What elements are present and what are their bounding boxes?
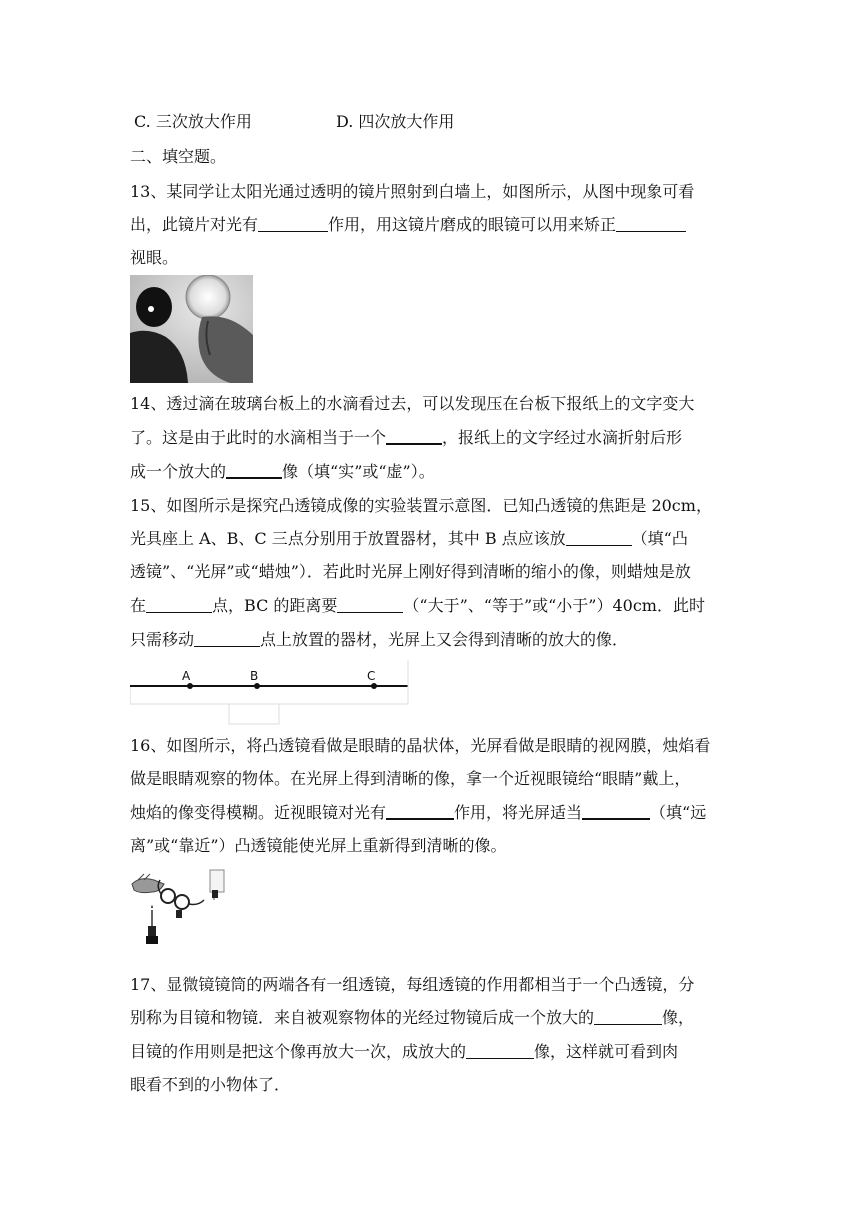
- q15-text-a: 光具座上 A、B、C 三点分别用于放置器材，其中 B 点应该放: [130, 529, 566, 548]
- q15-text-f: 只需移动: [130, 630, 195, 649]
- optical-bench-diagram: [130, 660, 412, 726]
- q13-line-1: 13、某同学让太阳光通过透明的镜片照射到白墙上，如图所示，从图中现象可看: [130, 182, 695, 201]
- eye-model-glasses-figure: [130, 866, 230, 950]
- q14-text-b: ，报纸上的文字经过水滴折射后形: [442, 428, 683, 447]
- q17-line-4: 眼看不到的小物体了．: [130, 1075, 291, 1094]
- q17-blank-2[interactable]: [466, 1042, 534, 1059]
- q15-text-g: 点上放置的器材，光屏上又会得到清晰的放大的像．: [260, 630, 629, 649]
- q16-line-3: [130, 802, 706, 823]
- q17-line-2: [130, 1008, 694, 1028]
- q17-line-1: 17、显微镜镜筒的两端各有一组透镜，每组透镜的作用都相当于一个凸透镜，分: [130, 975, 695, 994]
- q15-blank-4[interactable]: [194, 630, 260, 647]
- q16-text-b: 作用，将光屏适当: [454, 803, 583, 822]
- q15-line-2: [130, 529, 688, 549]
- label-a: A: [182, 669, 191, 683]
- q16-blank-2[interactable]: [582, 802, 650, 820]
- q14-line-1: 14、透过滴在玻璃台板上的水滴看过去，可以发现压在台板下报纸上的文字变大: [130, 394, 695, 413]
- label-b: B: [250, 669, 259, 683]
- bench-support: [229, 704, 279, 724]
- q13-blank-1[interactable]: [258, 215, 328, 232]
- q13-blank-2[interactable]: [616, 215, 686, 232]
- q13-line-3: 视眼。: [130, 248, 179, 267]
- q15-line-1: 15、如图所示是探究凸透镜成像的实验装置示意图．已知凸透镜的焦距是 20cm，: [130, 496, 712, 515]
- q17-text-c: 目镜的作用则是把这个像再放大一次，成放大的: [130, 1042, 467, 1061]
- q15-text-d: 点，BC 的距离要: [212, 596, 338, 615]
- point-b-marker: [254, 683, 260, 689]
- q13-text-b: 作用，用这镜片磨成的眼镜可以用来矫正: [328, 215, 617, 234]
- q13-line-2: [130, 215, 686, 235]
- q16-line-2: 做是眼睛观察的物体。在光屏上得到清晰的像，拿一个近视眼镜给“眼睛”戴上，: [130, 769, 691, 788]
- q17-text-b: 像，: [662, 1008, 695, 1027]
- q15-blank-3[interactable]: [337, 596, 403, 613]
- q16-line-1: 16、如图所示，将凸透镜看做是眼睛的晶状体，光屏看做是眼睛的视网膜，烛焰看: [130, 736, 711, 755]
- q14-text-a: 了。这是由于此时的水滴相当于一个: [130, 428, 387, 447]
- q14-text-c: 成一个放大的: [130, 462, 227, 481]
- q16-text-c: （填“远: [650, 803, 707, 822]
- point-a-marker: [187, 683, 193, 689]
- q15-blank-1[interactable]: [566, 529, 632, 546]
- q15-text-b: （填“凸: [631, 529, 688, 548]
- q16-text-a: 烛焰的像变得模糊。近视眼镜对光有: [130, 803, 387, 822]
- q15-line-3: 透镜”、“光屏”或“蜡烛”）．若此时光屏上刚好得到清晰的缩小的像，则蜡烛是放: [130, 562, 691, 581]
- q16-blank-1[interactable]: [386, 802, 454, 820]
- choice-c: C. 三次放大作用: [134, 112, 252, 131]
- q17-text-a: 别称为目镜和物镜．来自被观察物体的光经过物镜后成一个放大的: [130, 1008, 595, 1027]
- q14-text-d: 像（填“实”或“虚”）。: [282, 462, 435, 481]
- q14-blank-2[interactable]: [226, 461, 282, 479]
- q14-line-2: [130, 427, 682, 448]
- q14-line-3: [130, 461, 435, 482]
- label-c: C: [367, 669, 376, 683]
- q14-blank-1[interactable]: [386, 427, 442, 445]
- q13-text-a: 出，此镜片对光有: [130, 215, 259, 234]
- q17-line-3: [130, 1042, 678, 1062]
- lens-sunlight-photo: [130, 275, 253, 383]
- q15-line-4: [130, 596, 705, 616]
- q15-text-c: 在: [130, 596, 147, 615]
- section-title: 二、填空题。: [130, 147, 227, 166]
- choice-d: D. 四次放大作用: [336, 112, 455, 131]
- q17-text-d: 像，这样就可看到肉: [534, 1042, 679, 1061]
- q15-line-5: [130, 630, 628, 650]
- q15-text-e: （“大于”、“等于”或“小于”）40cm．此时: [403, 596, 705, 615]
- point-c-marker: [371, 683, 377, 689]
- q15-blank-2[interactable]: [146, 596, 212, 613]
- q17-blank-1[interactable]: [594, 1008, 662, 1025]
- q16-line-4: 离”或“靠近”）凸透镜能使光屏上重新得到清晰的像。: [130, 836, 507, 855]
